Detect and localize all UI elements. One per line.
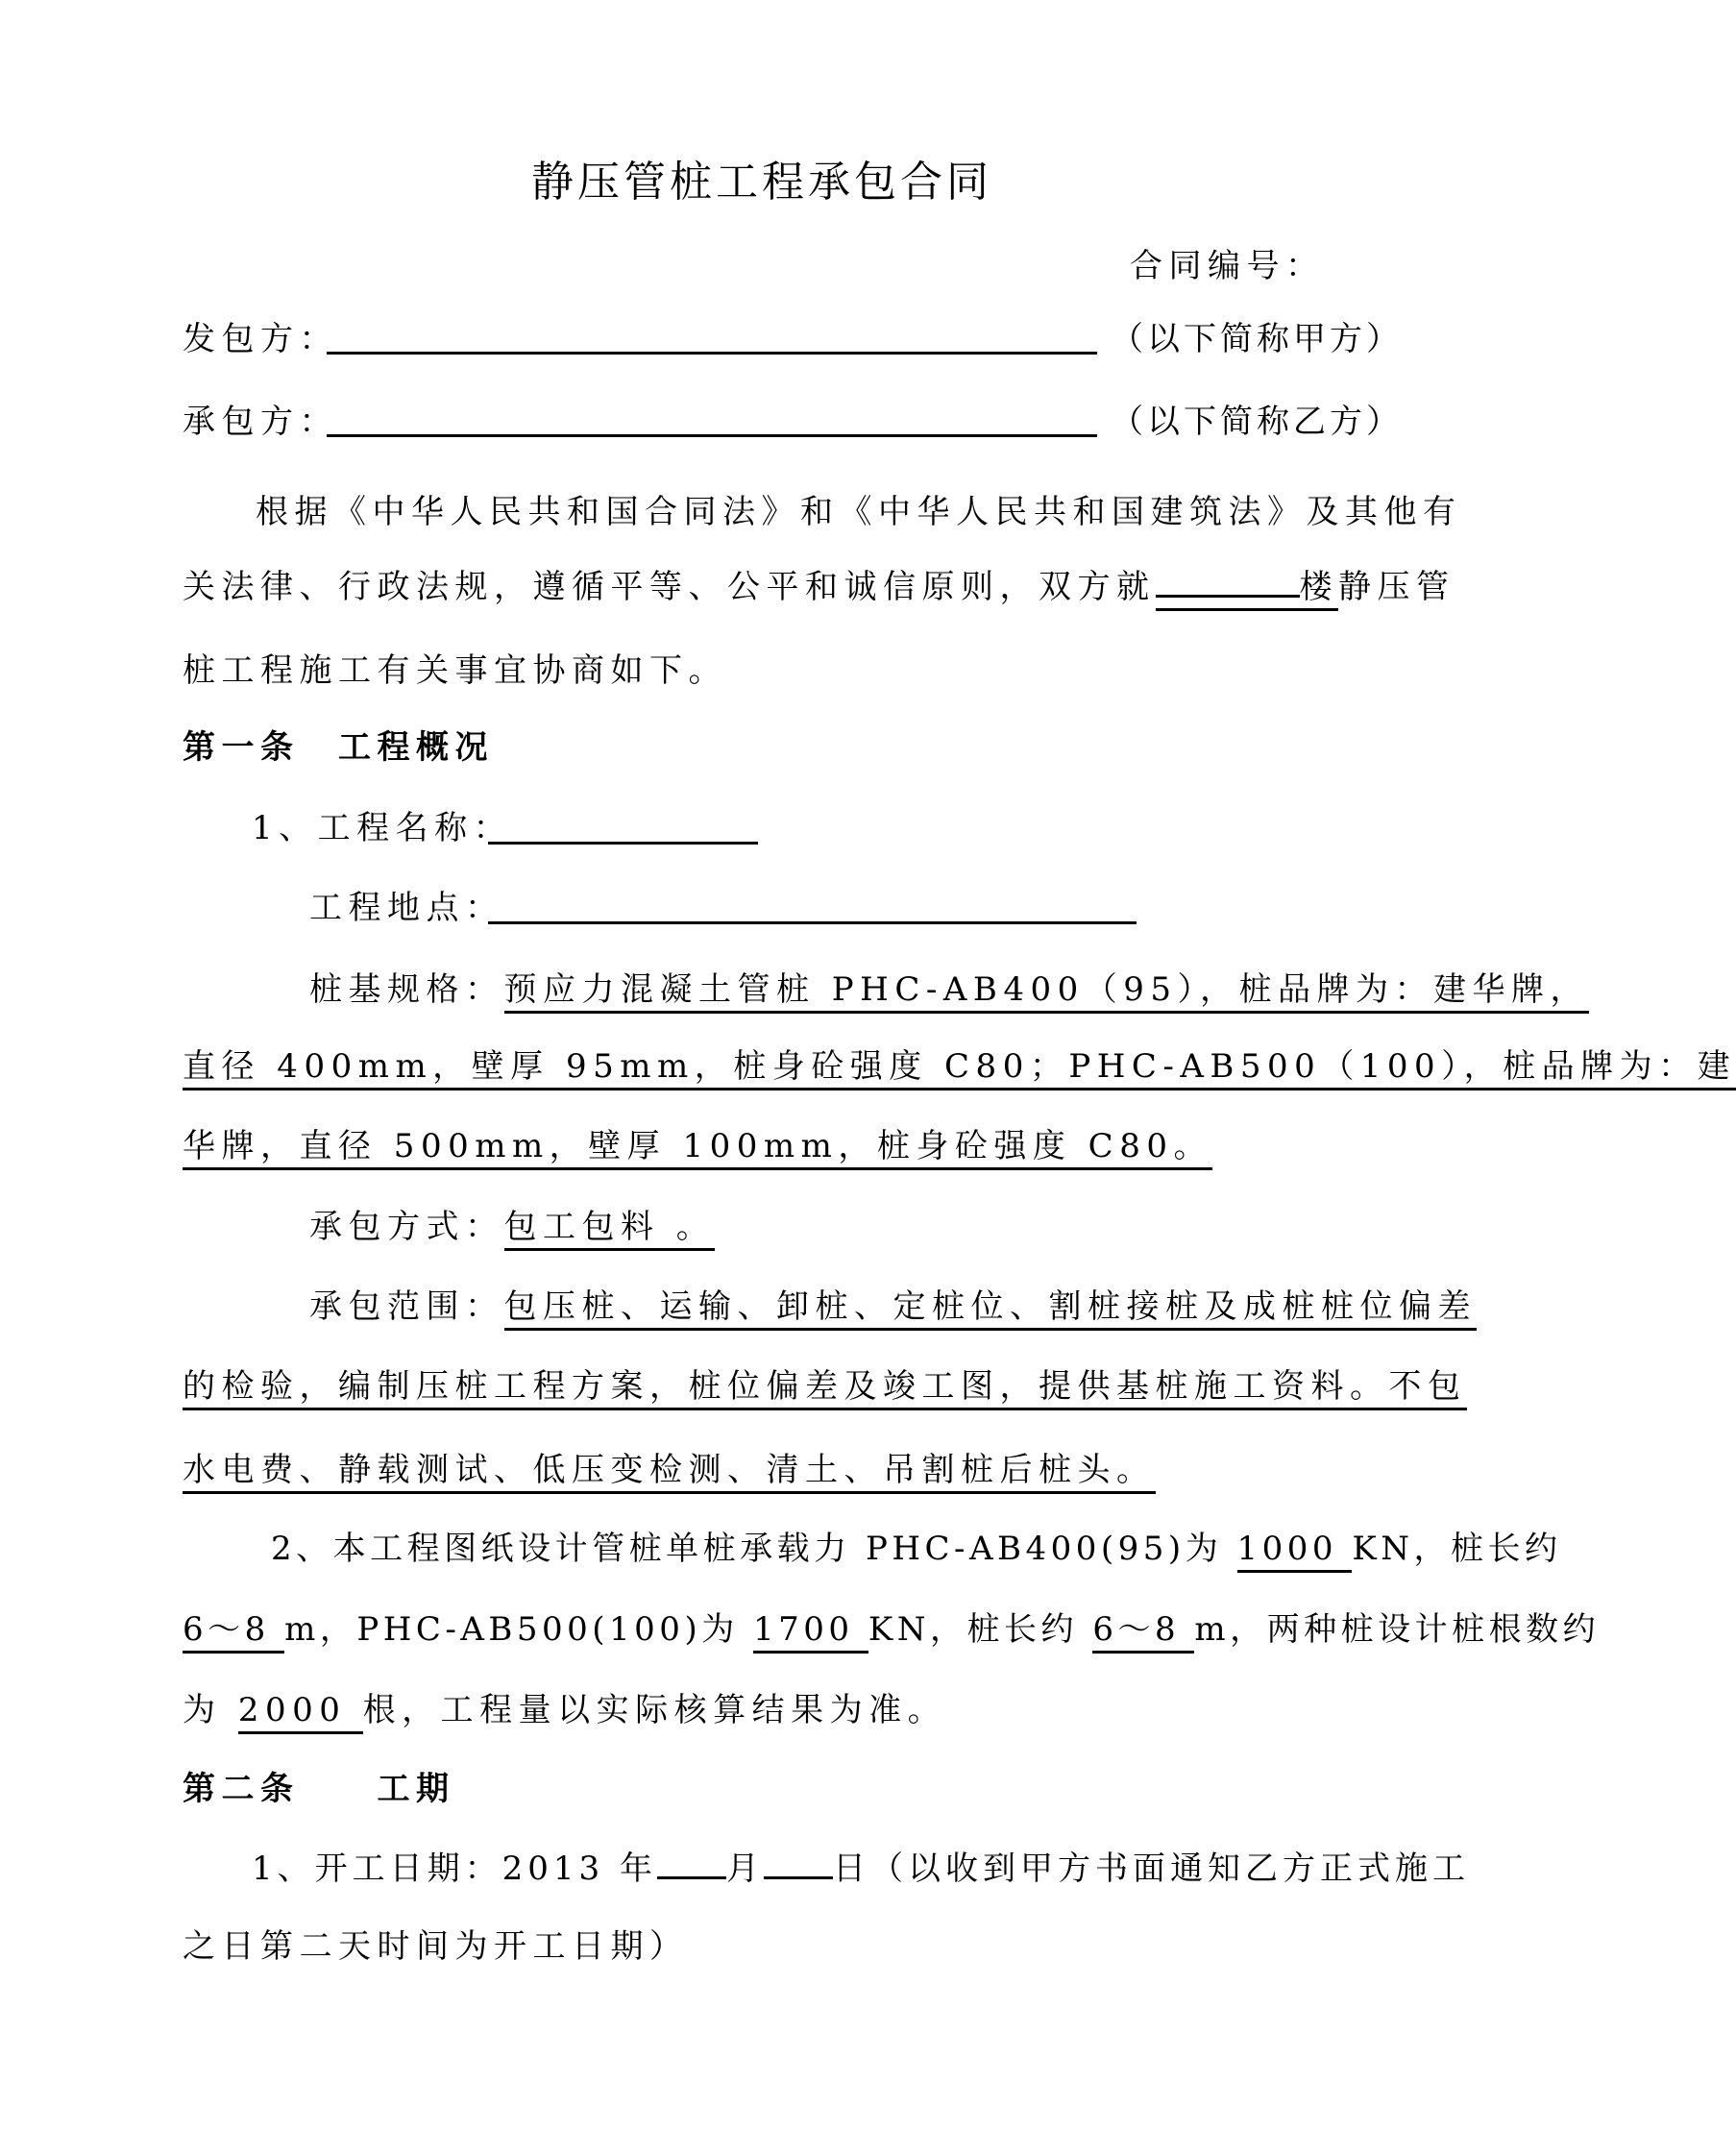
pile-spec-label: 桩基规格： xyxy=(309,970,504,1009)
start-date-label: 1、开工日期：2013 年 xyxy=(252,1850,657,1888)
item-2-text: 为 xyxy=(183,1691,238,1729)
project-name-field[interactable] xyxy=(488,842,758,845)
start-day-field[interactable] xyxy=(764,1844,833,1879)
pile-spec-value-1: 预应力混凝土管桩 PHC-AB400（95），桩品牌为：建华牌， xyxy=(504,970,1590,1014)
item-2-text: m，PHC-AB500(100)为 xyxy=(284,1610,754,1649)
pile-spec-value-3: 华牌，直径 500mm，壁厚 100mm，桩身砼强度 C80。 xyxy=(183,1127,1212,1170)
item-2-text: KN，桩长约 xyxy=(1352,1530,1562,1568)
item-2-text: KN，桩长约 xyxy=(868,1610,1093,1649)
contract-number-label: 合同编号： xyxy=(1130,247,1325,285)
contractor-suffix: （以下简称乙方） xyxy=(1111,403,1403,441)
scope-value-1: 包压桩、运输、卸桩、定桩位、割桩接桩及成桩桩位偏差 xyxy=(504,1287,1478,1331)
start-month-field[interactable] xyxy=(657,1844,726,1879)
pile-spec-line-2 xyxy=(183,1042,1736,1090)
contract-mode-value: 包工包料 。 xyxy=(504,1208,716,1251)
scope-value-3: 水电费、静载测试、低压变检测、清土、吊割桩后桩头。 xyxy=(183,1451,1156,1494)
contractor-field[interactable] xyxy=(327,434,1097,437)
length-400-value: 6～8 xyxy=(183,1610,284,1654)
preamble-text-end: 静压管 xyxy=(1338,568,1455,606)
length-500-value: 6～8 xyxy=(1092,1610,1194,1654)
project-name-label: 1、工程名称： xyxy=(252,809,513,847)
contract-mode-row xyxy=(309,1203,715,1251)
scope-value-2: 的检验，编制压桩工程方案，桩位偏差及竣工图，提供基桩施工资料。不包 xyxy=(183,1367,1467,1410)
scope-line-2 xyxy=(183,1362,1467,1410)
project-location-label: 工程地点： xyxy=(309,889,504,927)
item-2-text: 根，工程量以实际核算结果为准。 xyxy=(362,1691,947,1729)
article-1-heading: 第一条 工程概况 xyxy=(183,728,494,767)
contract-mode-label: 承包方式： xyxy=(309,1208,504,1246)
start-date-note: 日（以收到甲方书面通知乙方正式施工 xyxy=(832,1850,1470,1888)
item-2-line-2 xyxy=(183,1605,1600,1654)
scope-line-3 xyxy=(183,1446,1156,1494)
load-500-value: 1700 xyxy=(753,1610,868,1654)
pile-count-value: 2000 xyxy=(238,1691,363,1734)
start-date-row xyxy=(252,1844,1470,1892)
load-400-value: 1000 xyxy=(1237,1530,1353,1573)
pile-spec-row xyxy=(309,966,1589,1014)
employer-field[interactable] xyxy=(327,352,1097,355)
item-2-text: 2、本工程图纸设计管桩单桩承载力 PHC-AB400(95)为 xyxy=(271,1530,1237,1568)
article-2-heading: 第二条 工期 xyxy=(183,1770,455,1808)
scope-row xyxy=(309,1283,1477,1331)
employer-suffix: （以下简称甲方） xyxy=(1111,320,1403,358)
preamble-line-2 xyxy=(183,562,1455,610)
item-2-text: m，两种桩设计桩根数约 xyxy=(1194,1610,1601,1649)
pile-spec-line-3 xyxy=(183,1122,1212,1170)
building-value xyxy=(1156,562,1300,598)
start-date-note-line-2: 之日第二天时间为开工日期） xyxy=(183,1927,689,1966)
scope-label: 承包范围： xyxy=(309,1287,504,1326)
month-label: 月 xyxy=(725,1850,764,1888)
document-title: 静压管桩工程承包合同 xyxy=(531,158,992,207)
preamble-line-3: 桩工程施工有关事宜协商如下。 xyxy=(183,651,727,690)
item-2-line-3 xyxy=(183,1686,946,1734)
building-blank[interactable] xyxy=(1156,568,1339,611)
preamble-line-1: 根据《中华人民共和国合同法》和《中华人民共和国建筑法》及其他有 xyxy=(256,493,1462,531)
preamble-text: 关法律、行政法规，遵循平等、公平和诚信原则，双方就 xyxy=(183,568,1156,606)
pile-spec-value-2: 直径 400mm，壁厚 95mm，桩身砼强度 C80；PHC-AB500（100），桩品牌为：建 xyxy=(183,1047,1736,1090)
employer-label: 发包方： xyxy=(183,320,338,358)
item-2-line-1 xyxy=(271,1525,1562,1573)
project-location-field[interactable] xyxy=(488,921,1137,924)
contractor-label: 承包方： xyxy=(183,403,338,441)
building-suffix: 楼 xyxy=(1299,568,1338,606)
